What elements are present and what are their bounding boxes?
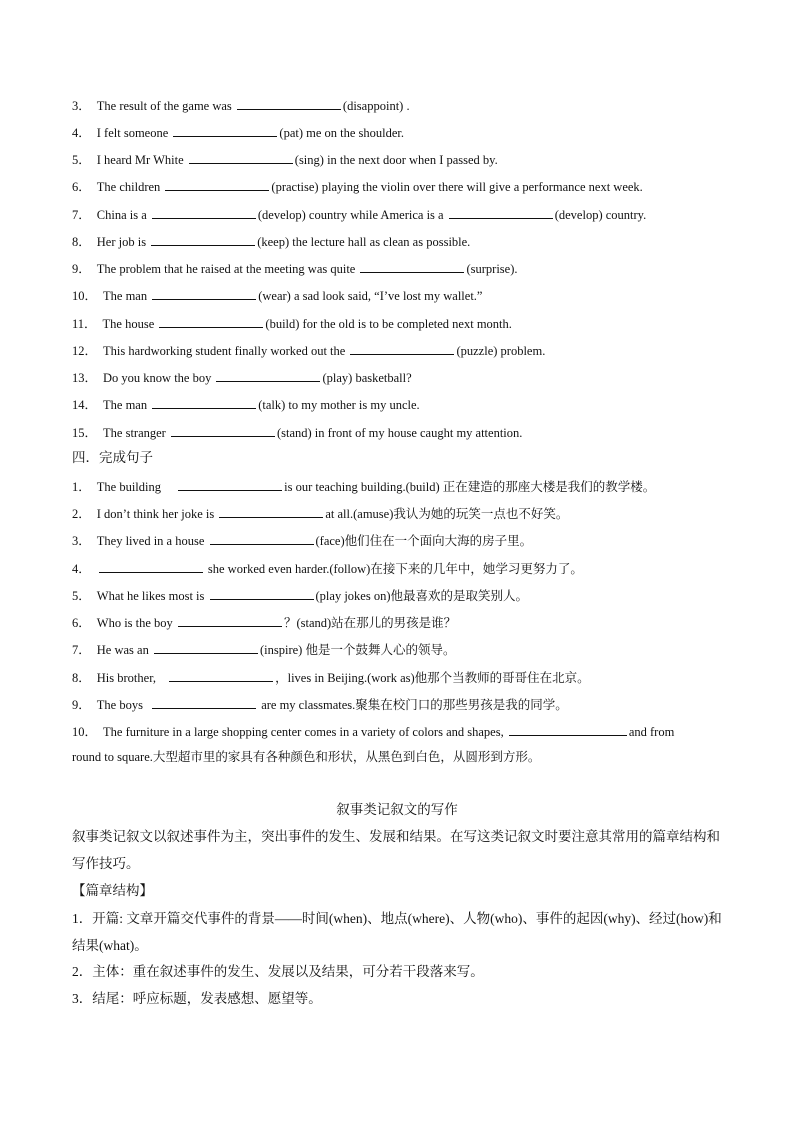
answer-blank[interactable] xyxy=(159,314,263,328)
answer-blank[interactable] xyxy=(189,150,293,164)
sentence-item: 3． They lived in a house (face)他们住在一个面向大海的房子里。 xyxy=(72,531,724,549)
sentence-item: 8． His brother, ，lives in Beijing.(work as)他那个当教师的哥哥住在北京。 xyxy=(72,668,724,686)
exercise-item: 9． The problem that he raised at the meeting was quite (surprise). xyxy=(72,259,724,277)
exercise-item: 14． The man (talk) to my mother is my uncle. xyxy=(72,395,724,413)
structure-point: 1．开篇: 文章开篇交代事件的背景——时间(when)、地点(where)、人物(who)、事件的起因(why)、经过(how)和结果(what)。 xyxy=(72,911,722,953)
answer-blank[interactable] xyxy=(154,640,258,654)
answer-blank[interactable] xyxy=(210,586,314,600)
sentence-continuation: round to square.大型超市里的家具有各种颜色和形状，从黑色到白色，从圆形到方形。 xyxy=(72,750,541,764)
answer-blank[interactable] xyxy=(173,123,277,137)
exercise-item: 12． This hardworking student finally worked out the (puzzle) problem. xyxy=(72,341,724,359)
answer-blank[interactable] xyxy=(509,722,627,736)
answer-blank[interactable] xyxy=(210,531,314,545)
structure-point: 2．主体：重在叙述事件的发生、发展以及结果，可分若干段落来写。 xyxy=(72,964,484,979)
structure-heading: 【篇章结构】 xyxy=(72,883,153,898)
sentence-item: 4． she worked even harder.(follow)在接下来的几年中，她学习更努力了。 xyxy=(72,559,724,577)
answer-blank[interactable] xyxy=(219,504,323,518)
writing-title: 叙事类记叙文的写作 xyxy=(336,802,458,817)
answer-blank[interactable] xyxy=(171,423,275,437)
answer-blank[interactable] xyxy=(360,259,464,273)
exercise-item: 7． China is a (develop) country while America is a (develop) country. xyxy=(72,205,724,223)
exercise-item: 3． The result of the game was (disappoint) . xyxy=(72,96,724,114)
answer-blank[interactable] xyxy=(99,559,203,573)
sentence-item: 5． What he likes most is (play jokes on)他最喜欢的是取笑别人。 xyxy=(72,586,724,604)
exercise-item: 13． Do you know the boy (play) basketball? xyxy=(72,368,724,386)
answer-blank[interactable] xyxy=(169,668,273,682)
sentence-item: 10． The furniture in a large shopping center comes in a variety of colors and shapes, and from xyxy=(72,722,724,740)
answer-blank[interactable] xyxy=(152,695,256,709)
exercise-item: 4． I felt someone (pat) me on the shoulder. xyxy=(72,123,724,141)
exercise-item: 6． The children (practise) playing the violin over there will give a performance next week. xyxy=(72,177,724,195)
sentence-item: 2． I don’t think her joke is at all.(amuse)我认为她的玩笑一点也不好笑。 xyxy=(72,504,724,522)
sentence-item: 6． Who is the boy ？(stand)站在那儿的男孩是谁？ xyxy=(72,613,724,631)
sentence-item: 7． He was an (inspire) 他是一个鼓舞人心的领导。 xyxy=(72,640,724,658)
answer-blank[interactable] xyxy=(178,477,282,491)
sentence-item: 1． The building is our teaching building.(build) 正在建造的那座大楼是我们的教学楼。 xyxy=(72,477,724,495)
structure-point: 3．结尾：呼应标题，发表感想、愿望等。 xyxy=(72,991,322,1006)
answer-blank[interactable] xyxy=(152,286,256,300)
exercise-item: 10． The man (wear) a sad look said, “I’ve lost my wallet.” xyxy=(72,286,724,304)
sentence-item: 9． The boys are my classmates.聚集在校门口的那些男孩是我的同学。 xyxy=(72,695,724,713)
answer-blank[interactable] xyxy=(449,205,553,219)
exercise-item: 5． I heard Mr White (sing) in the next door when I passed by. xyxy=(72,150,724,168)
answer-blank[interactable] xyxy=(165,177,269,191)
answer-blank[interactable] xyxy=(152,205,256,219)
exercise-item: 11． The house (build) for the old is to be completed next month. xyxy=(72,314,724,332)
answer-blank[interactable] xyxy=(350,341,454,355)
exercise-item: 15． The stranger (stand) in front of my house caught my attention. xyxy=(72,423,724,441)
answer-blank[interactable] xyxy=(151,232,255,246)
writing-intro: 叙事类记叙文以叙述事件为主，突出事件的发生、发展和结果。在写这类记叙文时要注意其常用的篇章结构和写作技巧。 xyxy=(72,829,720,871)
exercise-item: 8． Her job is (keep) the lecture hall as clean as possible. xyxy=(72,232,724,250)
answer-blank[interactable] xyxy=(152,395,256,409)
answer-blank[interactable] xyxy=(237,96,341,110)
answer-blank[interactable] xyxy=(178,613,282,627)
section-heading: 四．完成句子 xyxy=(72,450,153,465)
answer-blank[interactable] xyxy=(216,368,320,382)
